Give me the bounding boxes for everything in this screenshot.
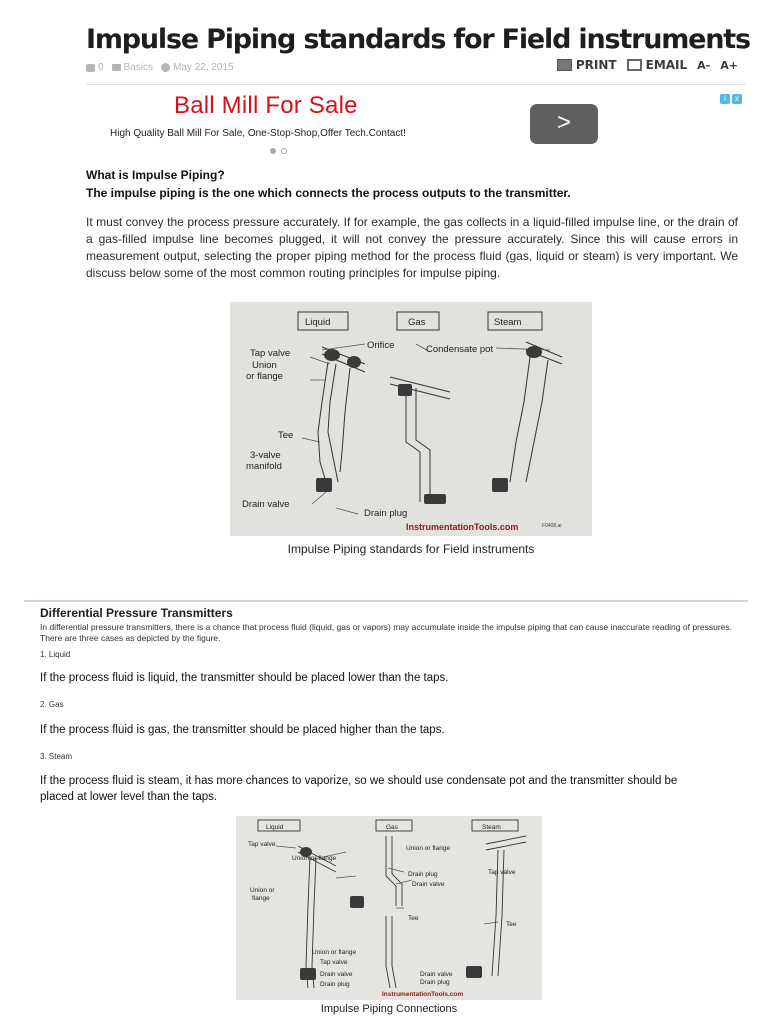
case2-text: If the process fluid is gas, the transmitter should be placed higher than the taps. <box>40 724 445 736</box>
case1-label: 1. Liquid <box>40 650 71 659</box>
comment-count[interactable] <box>86 62 104 73</box>
steam-manifold-icon <box>492 478 508 492</box>
fig2-gas-line-bottom <box>386 916 396 988</box>
case1-text: If the process fluid is liquid, the transmitter should be placed lower than the taps. <box>40 672 449 684</box>
font-decrease-button[interactable]: A- <box>697 58 711 72</box>
liquid-impulse-line-2 <box>340 368 350 472</box>
fig1-label-3-valve: 3-valve <box>250 450 281 461</box>
ad-pager-dot[interactable] <box>281 148 287 154</box>
fig1-label-union: Union <box>252 360 277 371</box>
ad-title[interactable]: Ball Mill For Sale <box>174 92 358 119</box>
fig1-label-steam: Steam <box>494 317 522 328</box>
fig2-label-union-or-flange: Union or flange <box>292 855 337 862</box>
ad-pager <box>270 148 287 154</box>
print-button[interactable] <box>557 58 617 72</box>
gas-transmitter-icon <box>424 494 446 504</box>
fig1-label-liquid: Liquid <box>305 317 331 328</box>
piping-diagram-figure <box>230 302 592 536</box>
fig1-label-orifice: Orifice <box>367 340 395 351</box>
header-divider <box>86 84 746 85</box>
fig1-label-gas: Gas <box>408 317 426 328</box>
fig1-label-condensate-pot: Condensate pot <box>426 344 494 355</box>
category-link[interactable] <box>112 62 153 73</box>
fig2-label-union-or-flange-2: Union or flange <box>406 845 451 852</box>
orifice-icon <box>347 356 361 368</box>
share-toolbar <box>557 58 738 72</box>
fig2-label-union-or-flange-3: Union or flange <box>312 949 357 956</box>
fig2-label-drain-plug-3: Drain plug <box>420 979 450 986</box>
fig2-label-flange: flange <box>252 895 270 902</box>
email-label: EMAIL <box>645 58 688 72</box>
fig2-label-drain-plug-2: Drain plug <box>320 981 350 988</box>
page-title: Impulse Piping standards for Field instruments <box>86 24 750 55</box>
comment-count-value: 0 <box>98 62 104 73</box>
fig1-label-or-flange: or flange <box>246 371 283 382</box>
fig2-label-tee: Tee <box>408 915 419 922</box>
fig2-label-tap-valve-3: Tap valve <box>320 959 348 966</box>
fig2-label-drain-plug: Drain plug <box>408 871 438 878</box>
fig1-label-manifold: manifold <box>246 461 282 472</box>
ad-pager-dot[interactable] <box>270 148 276 154</box>
fig2-gas-transmitter-icon <box>350 896 364 908</box>
case3-label: 3. Steam <box>40 752 73 761</box>
fig2-label-steam: Steam <box>482 824 501 831</box>
fig1-watermark: InstrumentationTools.com <box>406 522 519 532</box>
fig2-liquid-transmitter-icon <box>300 968 316 980</box>
fig1-label-drain-valve: Drain valve <box>242 499 290 510</box>
section-question: What is Impulse Piping? <box>86 168 225 182</box>
fig1-label-tee: Tee <box>278 430 294 441</box>
section-divider <box>24 600 748 602</box>
clock-icon <box>161 63 170 72</box>
fig2-label-tap-valve: Tap valve <box>248 841 276 848</box>
section2-intro: In differential pressure transmitters, there is a chance that process fluid (liquid, gas or vapors) may accumulate inside the impulse piping that can cause inaccurate reading of pressures. There are three cases as depicted by the figure. <box>40 622 733 643</box>
section2-heading: Differential Pressure Transmitters <box>40 606 233 620</box>
condensate-pot-icon <box>526 346 542 358</box>
fig2-label-gas: Gas <box>386 824 398 831</box>
piping-diagram <box>230 302 592 536</box>
fig1-code: F0408.ai <box>542 523 562 529</box>
article-paragraph: It must convey the process pressure accurately. If for example, the gas collects in a liquid-filled impulse line, or the drain of a gas-filled impulse line becomes plugged, it will not convey the pressure accurately. Since this will cause errors in measurement output, selecting the proper piping method for the process fluid (gas, liquid or steam) is very important. We discuss below some of the most common routing principles for impulse piping. <box>86 215 738 280</box>
envelope-icon <box>627 59 642 71</box>
fig2-label-liquid: Liquid <box>266 824 284 831</box>
connections-diagram <box>236 816 542 1000</box>
email-button[interactable] <box>627 58 688 72</box>
post-meta <box>86 62 234 73</box>
ad-close-icon[interactable]: x <box>732 94 742 104</box>
print-label: PRINT <box>575 58 617 72</box>
case3-text: If the process fluid is steam, it has more chances to vaporize, so we should use condensate pot and the transmitter should be placed at lower level than the taps. <box>40 775 678 803</box>
gas-valve-icon <box>398 384 412 396</box>
label-leaders <box>302 344 550 514</box>
fig2-label-tee-2: Tee <box>506 921 517 928</box>
connections-diagram-figure <box>236 816 542 1000</box>
fig1-label-tap-valve: Tap valve <box>250 348 291 359</box>
fig2-label-union-or: Union or <box>250 887 275 894</box>
ad-next-button[interactable]: > <box>530 104 598 144</box>
gas-impulse-line <box>406 386 430 502</box>
fig2-label-tap-valve-2: Tap valve <box>488 869 516 876</box>
fig1-label-drain-plug: Drain plug <box>364 508 408 519</box>
fig2-label-drain-valve-2: Drain valve <box>320 971 353 978</box>
post-date-value: May 22, 2015 <box>173 62 234 73</box>
comment-icon <box>86 64 95 72</box>
fig2-steam-pipe <box>486 836 526 850</box>
fig2-steam-transmitter-icon <box>466 966 482 978</box>
fig2-label-drain-valve: Drain valve <box>412 881 445 888</box>
font-increase-button[interactable]: A+ <box>720 58 738 72</box>
category-label: Basics <box>123 62 154 73</box>
steam-impulse-line <box>510 357 548 482</box>
printer-icon <box>557 59 572 71</box>
fig2-label-drain-valve-3: Drain valve <box>420 971 453 978</box>
manifold-icon <box>316 478 332 492</box>
post-date <box>161 62 234 73</box>
ad-badges <box>720 94 742 104</box>
case2-label: 2. Gas <box>40 700 64 709</box>
figure2-caption: Impulse Piping Connections <box>320 1003 458 1015</box>
ad-info-icon[interactable]: i <box>720 94 730 104</box>
ad-description: High Quality Ball Mill For Sale, One-Stop-Shop,Offer Tech.Contact! <box>110 128 406 139</box>
folder-icon <box>112 64 121 71</box>
ad-banner[interactable] <box>86 90 748 160</box>
fig2-watermark: InstrumentationTools.com <box>382 991 464 998</box>
figure1-caption: Impulse Piping standards for Field instruments <box>287 542 535 556</box>
tap-valve-icon <box>324 349 340 361</box>
section-answer: The impulse piping is the one which connects the process outputs to the transmitter. <box>86 186 571 200</box>
